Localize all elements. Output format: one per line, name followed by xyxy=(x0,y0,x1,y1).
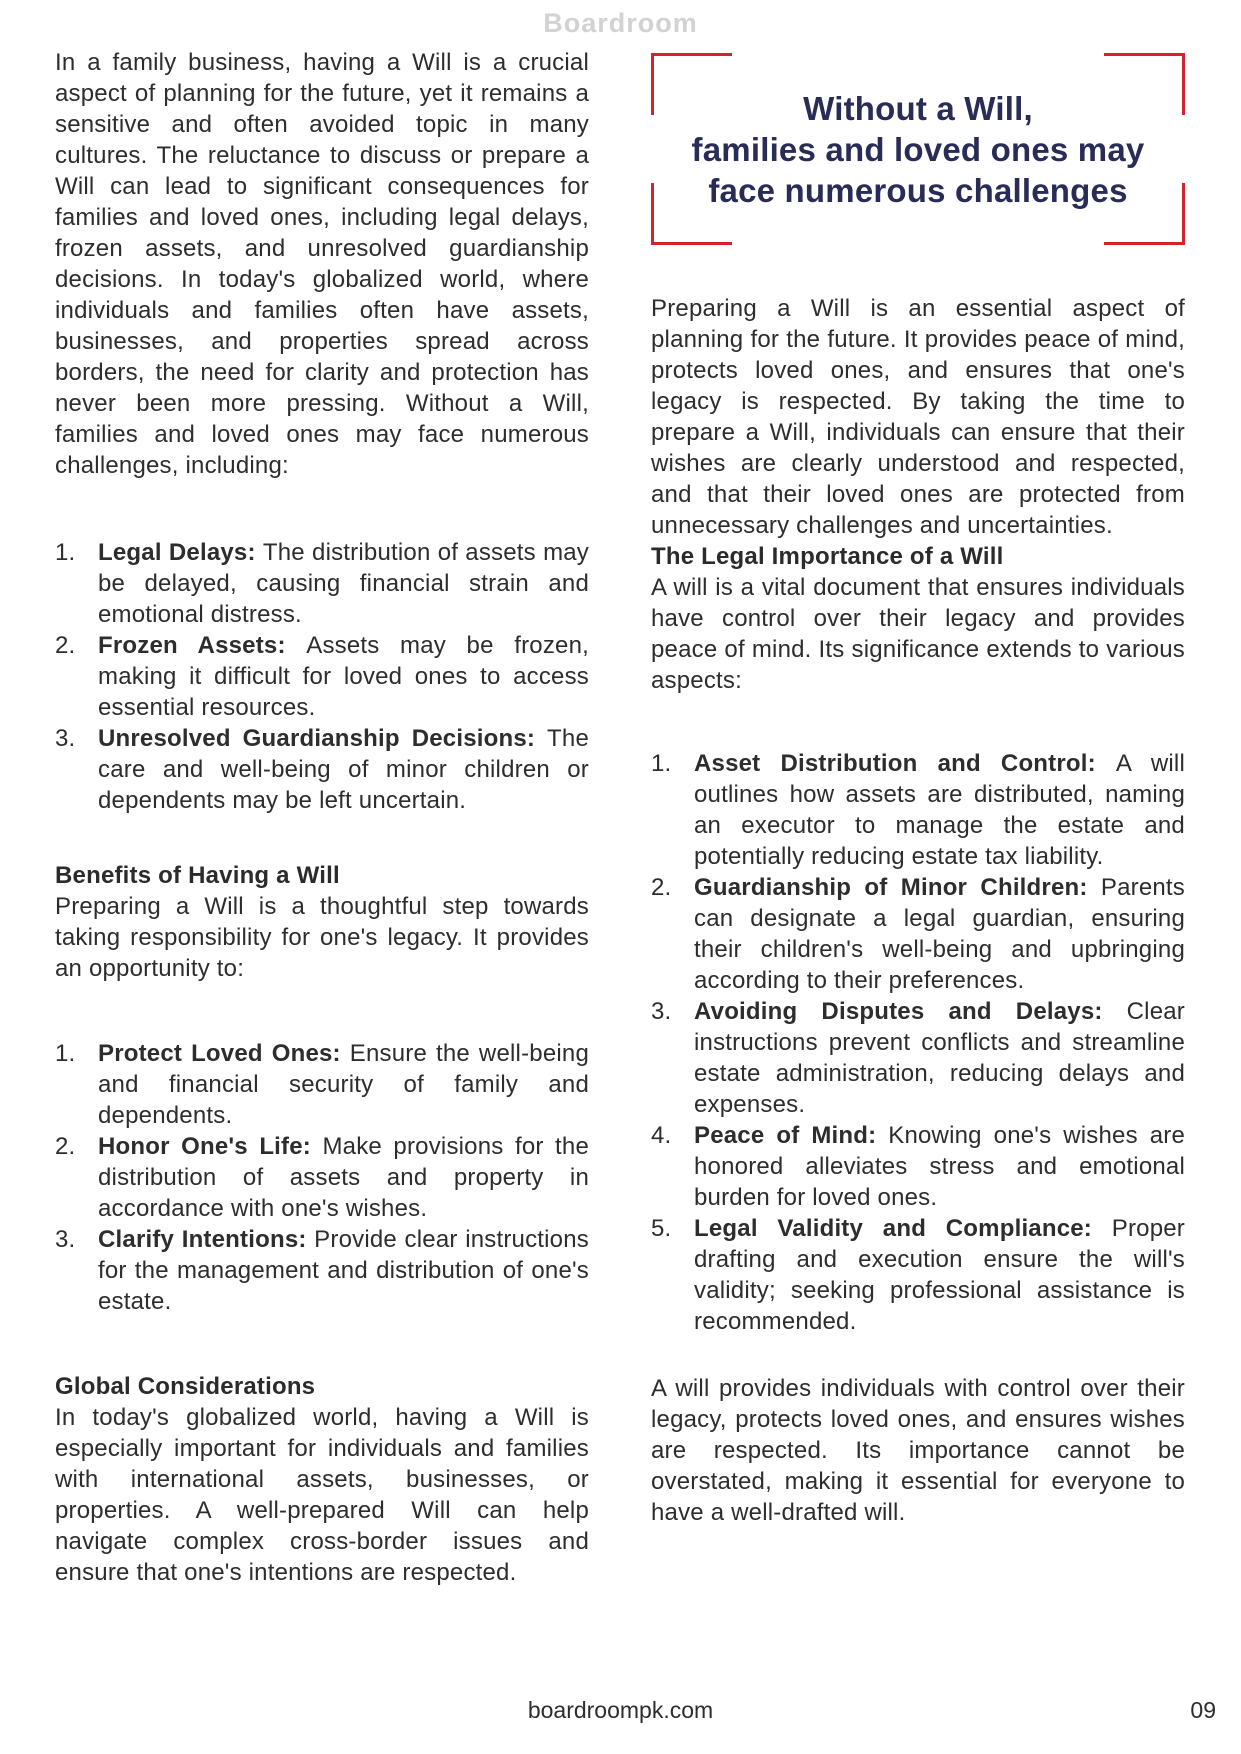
list-item xyxy=(55,1224,589,1317)
list-item-number: 1. xyxy=(55,1040,76,1067)
list-item-number: 3. xyxy=(651,998,672,1025)
list-item-number: 2. xyxy=(55,1133,76,1160)
list-item-number: 2. xyxy=(651,874,672,901)
list-item-number: 1. xyxy=(651,750,672,777)
legal-intro: A will is a vital document that ensures individuals have control over their legacy and provides peace of mind. Its significance extends to various aspects: xyxy=(651,574,1185,694)
page-content xyxy=(55,47,1185,1588)
list-item-text: Asset Distribution and Control: A will outlines how assets are distributed, naming an executor to manage the estate and potentially reducing estate tax liability. xyxy=(694,750,1185,870)
list-item xyxy=(651,996,1185,1120)
list-item xyxy=(55,1131,589,1224)
list-item-text: Clarify Intentions: Provide clear instructions for the management and distribution of one's estate. xyxy=(98,1226,589,1315)
list-item xyxy=(55,630,589,723)
list-item xyxy=(55,537,589,630)
brand-header: Boardroom xyxy=(543,8,698,38)
benefits-intro: Preparing a Will is a thoughtful step towards taking responsibility for one's legacy. It provides an opportunity to: xyxy=(55,893,589,982)
list-item-text: Frozen Assets: Assets may be frozen, making it difficult for loved ones to access essential resources. xyxy=(98,632,589,721)
list-item xyxy=(55,1038,589,1131)
list-item-number: 3. xyxy=(55,1226,76,1253)
list-item-text: Guardianship of Minor Children: Parents can designate a legal guardian, ensuring their children's well-being and upbringing according to their preferences. xyxy=(694,874,1185,994)
list-item xyxy=(651,1120,1185,1213)
footer-website: boardroompk.com xyxy=(527,1697,714,1723)
benefits-list xyxy=(55,1038,589,1317)
right-intro-paragraph: Preparing a Will is an essential aspect of planning for the future. It provides peace of mind, protects loved ones, and ensures that one's legacy is respected. By taking the time to prepare a Will, individuals can ensure that their wishes are clearly understood and respected, and that their loved ones are protected from unnecessary challenges and uncertainties. xyxy=(651,295,1185,539)
intro-paragraph: In a family business, having a Will is a crucial aspect of planning for the future, yet it remains a sensitive and often avoided topic in many cultures. The reluctance to discuss or prepare a Will can lead to significant consequences for families and loved ones, including legal delays, frozen assets, and unresolved guardianship decisions. In today's globalized world, where individuals and families often have assets, businesses, and properties spread across borders, the need for clarity and protection has never been more pressing. Without a Will, families and loved ones may face numerous challenges, including: xyxy=(55,49,589,479)
global-heading: Global Considerations xyxy=(55,1373,316,1400)
quote-line: face numerous challenges xyxy=(708,171,1128,209)
list-item-number: 4. xyxy=(651,1122,672,1149)
list-item-text: Protect Loved Ones: Ensure the well-being and financial security of family and dependents. xyxy=(98,1040,589,1129)
list-item xyxy=(55,723,589,816)
page-footer xyxy=(0,1697,1241,1727)
closing-paragraph: A will provides individuals with control over their legacy, protects loved ones, and ensures wishes are respected. Its importance cannot be overstated, making it essential for everyone to have a well-drafted will. xyxy=(651,1375,1185,1526)
list-item-text: Legal Validity and Compliance: Proper drafting and execution ensure the will's validity; seeking professional assistance is recommended. xyxy=(694,1215,1185,1335)
list-item-text: Legal Delays: The distribution of assets may be delayed, causing financial strain and emotional distress. xyxy=(98,539,590,628)
legal-list xyxy=(651,748,1185,1337)
list-item-text: Honor One's Life: Make provisions for the distribution of assets and property in accordance with one's wishes. xyxy=(98,1133,589,1222)
list-item-number: 3. xyxy=(55,725,76,752)
list-item-number: 1. xyxy=(55,539,76,566)
list-item xyxy=(651,872,1185,996)
right-column xyxy=(651,47,1185,1588)
left-column xyxy=(55,47,589,1588)
legal-heading: The Legal Importance of a Will xyxy=(651,543,1004,570)
list-item xyxy=(651,1213,1185,1337)
global-paragraph: In today's globalized world, having a Will is especially important for individuals and families with international assets, businesses, or properties. A well-prepared Will can help navigate complex cross-border issues and ensure that one's intentions are respected. xyxy=(55,1404,589,1586)
quote-line: families and loved ones may xyxy=(691,130,1145,168)
page-number: 09 xyxy=(1190,1697,1216,1723)
pull-quote-text xyxy=(692,88,1145,211)
list-item xyxy=(651,748,1185,872)
list-item-number: 2. xyxy=(55,632,76,659)
benefits-heading: Benefits of Having a Will xyxy=(55,862,340,889)
pull-quote xyxy=(651,53,1185,245)
quote-line: Without a Will, xyxy=(803,89,1033,127)
list-item-text: Peace of Mind: Knowing one's wishes are honored alleviates stress and emotional burden for loved ones. xyxy=(694,1122,1185,1211)
list-item-text: Avoiding Disputes and Delays: Clear instructions prevent conflicts and streamline estate administration, reducing delays and expenses. xyxy=(694,998,1185,1118)
list-item-number: 5. xyxy=(651,1215,672,1242)
challenges-list xyxy=(55,537,589,816)
list-item-text: Unresolved Guardianship Decisions: The care and well-being of minor children or dependents may be left uncertain. xyxy=(98,725,589,814)
